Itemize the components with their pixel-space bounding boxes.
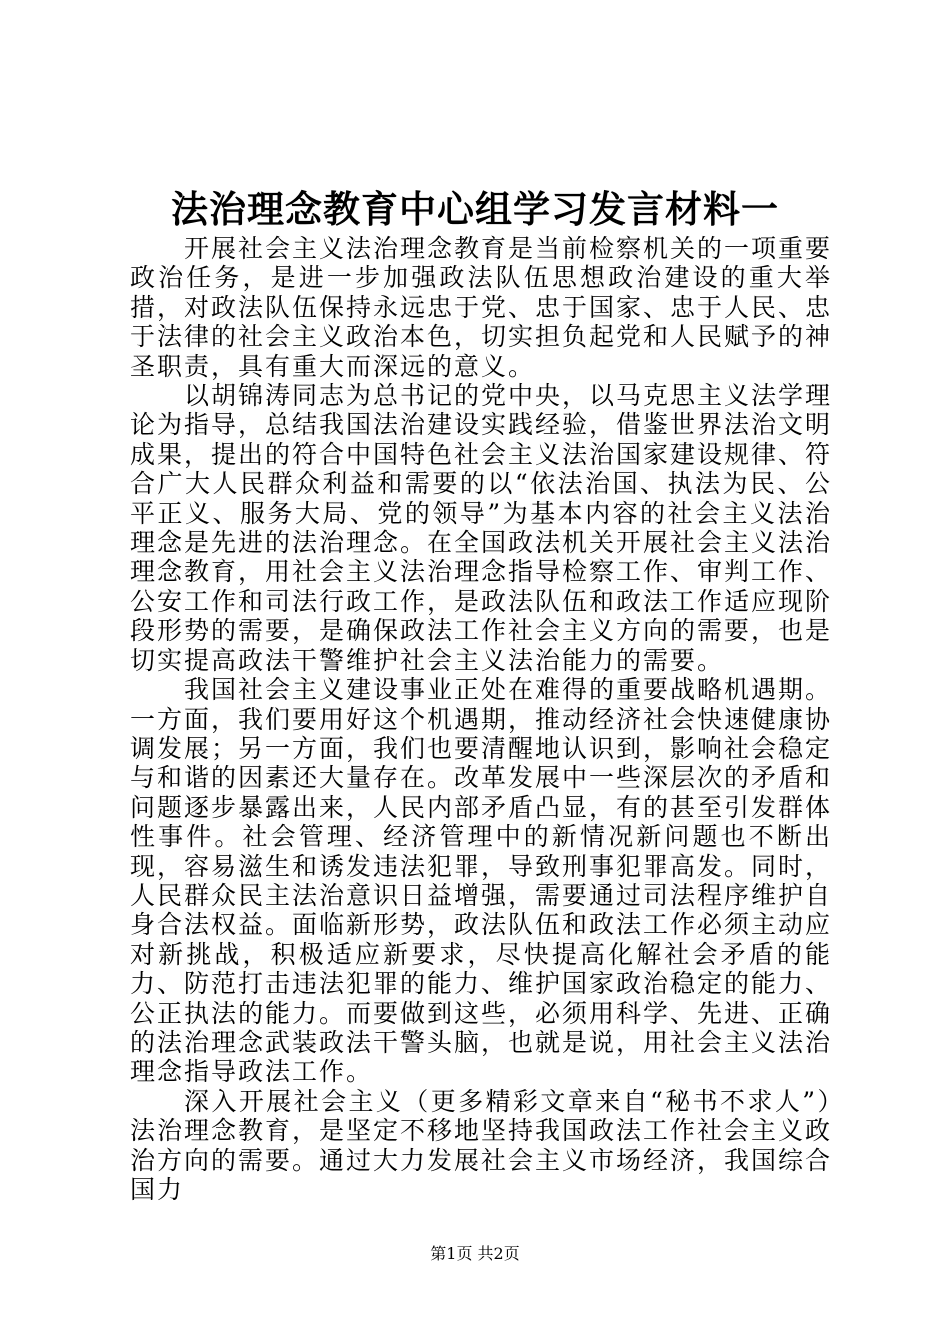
page-footer: 第1页 共2页: [430, 1244, 520, 1263]
paragraph-4: 深入开展社会主义（更多精彩文章来自“秘书不求人”）法治理念教育，是坚定不移地坚持我国政法工作社会主义政治方向的需要。通过大力发展社会主义市场经济，我国综合国力: [130, 1086, 833, 1204]
paragraph-1: 开展社会主义法治理念教育是当前检察机关的一项重要政治任务，是进一步加强政法队伍思想政治建设的重大举措，对政法队伍保持永远忠于党、忠于国家、忠于人民、忠于法律的社会主义政治本色，切实担负起党和人民赋予的神圣职责，具有重大而深远的意义。: [130, 234, 833, 381]
document-title: 法治理念教育中心组学习发言材料一: [171, 188, 779, 231]
paragraph-2: 以胡锦涛同志为总书记的党中央，以马克思主义法学理论为指导，总结我国法治建设实践经验，借鉴世界法治文明成果，提出的符合中国特色社会主义法治国家建设规律、符合广大人民群众利益和需要的以“依法治国、执法为民、公平正义、服务大局、党的领导”为基本内容的社会主义法治理念是先进的法治理念。在全国政法机关开展社会主义法治理念教育，用社会主义法治理念指导检察工作、审判工作、公安工作和司法行政工作，是政法队伍和政法工作适应现阶段形势的需要，是确保政法工作社会主义方向的需要，也是切实提高政法干警维护社会主义法治能力的需要。: [130, 381, 833, 675]
document-body: [130, 234, 832, 1204]
paragraph-3: 我国社会主义建设事业正处在难得的重要战略机遇期。一方面，我们要用好这个机遇期，推动经济社会快速健康协调发展；另一方面，我们也要清醒地认识到，影响社会稳定与和谐的因素还大量存在。改革发展中一些深层次的矛盾和问题逐步暴露出来，人民内部矛盾凸显，有的甚至引发群体性事件。社会管理、经济管理中的新情况新问题也不断出现，容易滋生和诱发违法犯罪，导致刑事犯罪高发。同时，人民群众民主法治意识日益增强，需要通过司法程序维护自身合法权益。面临新形势，政法队伍和政法工作必须主动应对新挑战，积极适应新要求，尽快提高化解社会矛盾的能力、防范打击违法犯罪的能力、维护国家政治稳定的能力、公正执法的能力。而要做到这些，必须用科学、先进、正确的法治理念武装政法干警头脑，也就是说，用社会主义法治理念指导政法工作。: [130, 675, 833, 1087]
